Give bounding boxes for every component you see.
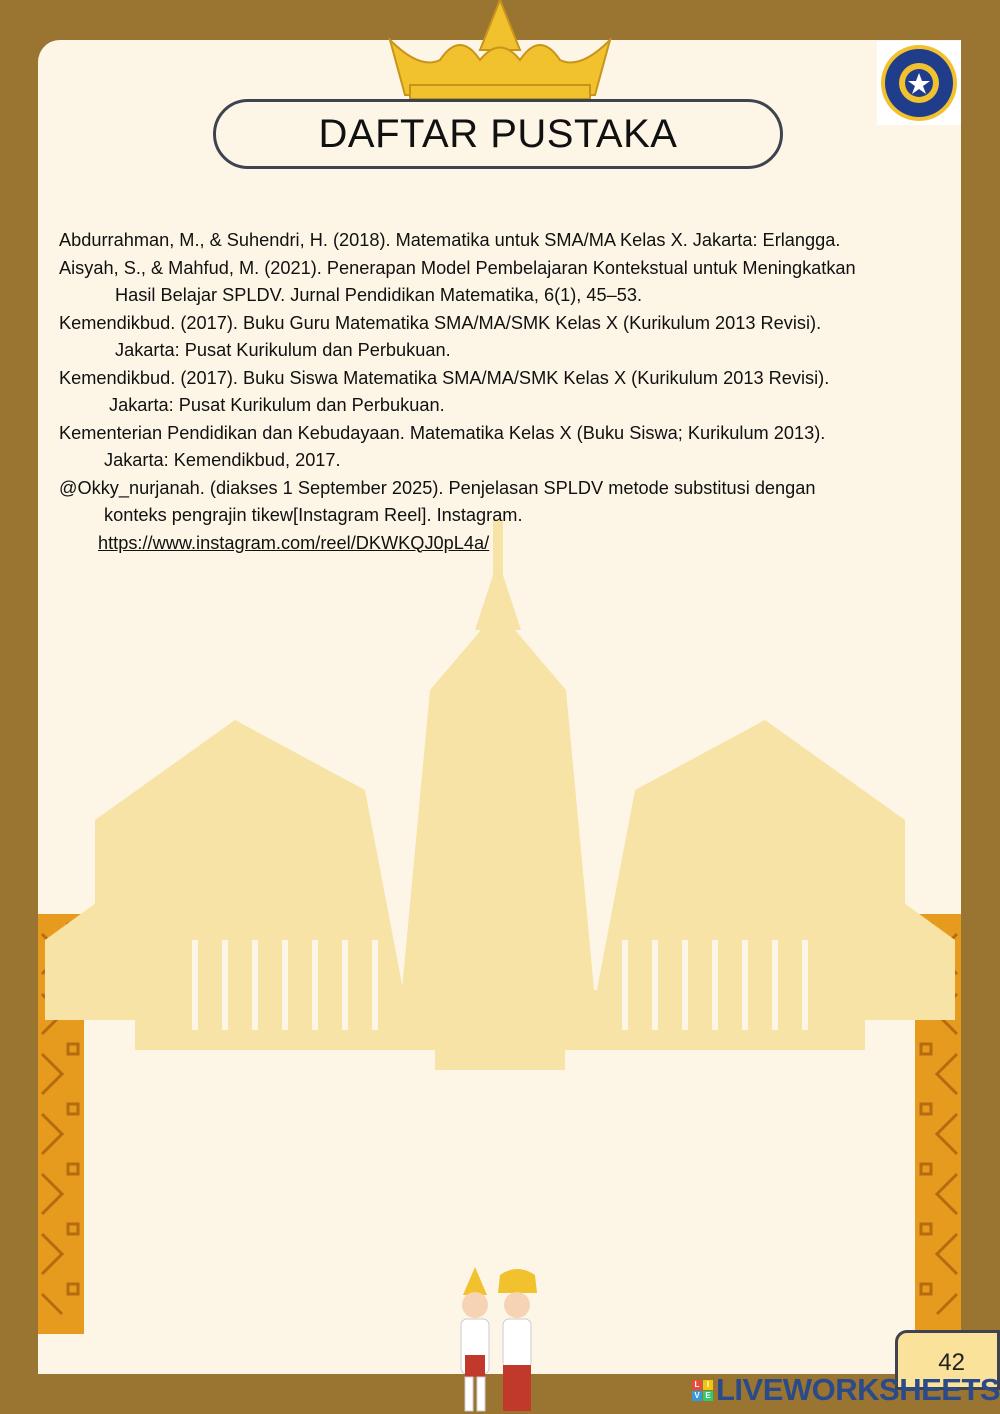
reference-continuation: Jakarta: Kemendikbud, 2017. [104, 450, 341, 470]
logo-letter: E [703, 1391, 713, 1401]
reference-item [59, 475, 959, 558]
reference-item [59, 365, 959, 420]
reference-text: Abdurrahman, M., & Suhendri, H. (2018). Matematika untuk SMA/MA Kelas X. Jakarta: Erlangga. [59, 230, 841, 250]
liveworksheets-watermark [692, 1372, 1000, 1408]
reference-text: Aisyah, S., & Mahfud, M. (2021). Penerapan Model Pembelajaran Kontekstual untuk Meningkatkan [59, 257, 856, 278]
page-title: DAFTAR PUSTAKA [318, 111, 678, 156]
title-banner [213, 99, 783, 169]
reference-text: Kementerian Pendidikan dan Kebudayaan. Matematika Kelas X (Buku Siswa; Kurikulum 2013). [59, 422, 826, 443]
university-logo-icon [877, 41, 961, 125]
reference-item [59, 227, 959, 255]
page-number: 42 [938, 1349, 965, 1376]
liveworksheets-logo-icon [692, 1380, 713, 1401]
logo-letter: V [692, 1391, 702, 1401]
siger-crown-icon [380, 0, 620, 110]
reference-continuation: Hasil Belajar SPLDV. Jurnal Pendidikan Matematika, 6(1), 45–53. [115, 285, 643, 305]
reference-item [59, 310, 959, 365]
reference-text: Kemendikbud. (2017). Buku Siswa Matematika SMA/MA/SMK Kelas X (Kurikulum 2013 Revisi). [59, 367, 830, 388]
logo-letter: L [692, 1380, 702, 1390]
reference-text: @Okky_nurjanah. (diakses 1 September 2025). Penjelasan SPLDV metode substitusi dengan [59, 477, 816, 498]
watermark-text: LIVEWORKSHEETS [716, 1372, 1000, 1407]
reference-text: Kemendikbud. (2017). Buku Guru Matematika SMA/MA/SMK Kelas X (Kurikulum 2013 Revisi). [59, 312, 822, 333]
reference-continuation: konteks pengrajin tikew[Instagram Reel]. Instagram. [104, 505, 523, 525]
traditional-house-watermark-icon [35, 520, 965, 1080]
reference-continuation: Jakarta: Pusat Kurikulum dan Perbukuan. [109, 395, 445, 415]
reference-item [59, 420, 959, 475]
instagram-reel-link[interactable]: https://www.instagram.com/reel/DKWKQJ0pL4a/ [98, 532, 490, 553]
reference-list [59, 227, 959, 557]
reference-continuation: Jakarta: Pusat Kurikulum dan Perbukuan. [115, 340, 451, 360]
reference-item [59, 255, 959, 310]
logo-letter: I [703, 1380, 713, 1390]
traditional-couple-illustration-icon [445, 1265, 555, 1414]
